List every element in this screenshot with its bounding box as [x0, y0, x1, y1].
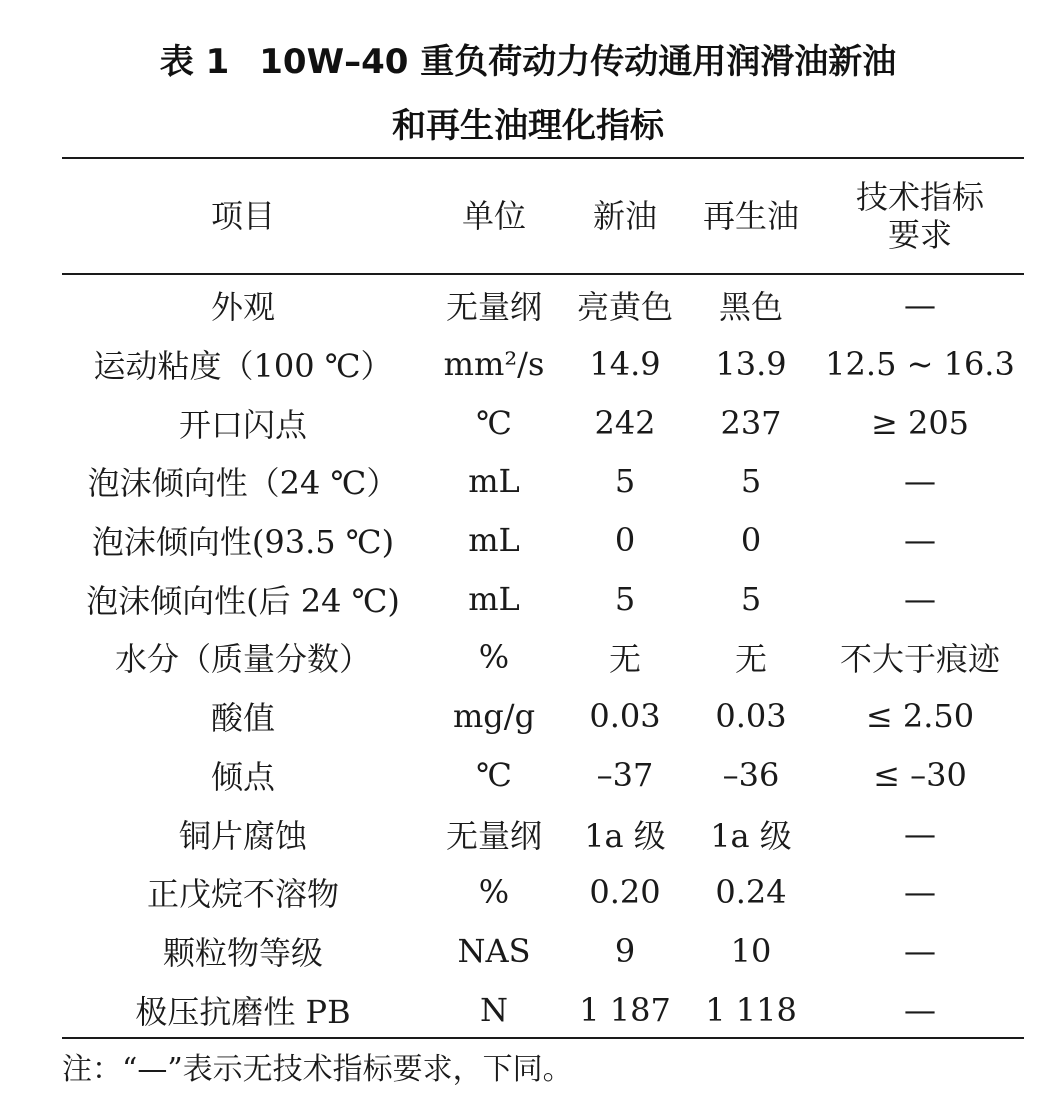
cell-new-oil: 亮黄色	[576, 288, 673, 327]
cell-spec: 12.5 ~ 16.3	[825, 345, 1015, 384]
cell-regen-oil: 黑色	[718, 288, 783, 327]
table-title-line2: 和再生油理化指标	[392, 106, 664, 146]
table-row	[62, 922, 1024, 981]
cell-item: 倾点	[210, 757, 275, 796]
cell-spec: —	[904, 931, 936, 970]
cell-new-oil: 0.20	[589, 873, 661, 912]
cell-unit: mm²/s	[443, 345, 545, 384]
cell-new-oil: 14.9	[589, 345, 661, 384]
cell-spec: —	[904, 990, 936, 1029]
header-new-oil: 新油	[592, 197, 657, 235]
cell-item: 酸值	[210, 699, 275, 738]
header-spec-line2: 要求	[887, 216, 952, 254]
cell-unit: mL	[468, 521, 520, 560]
cell-new-oil: 242	[594, 403, 656, 442]
cell-new-oil: 0.03	[589, 697, 661, 736]
cell-new-oil: –37	[596, 755, 654, 794]
table-title-text: 10W–40 重负荷动力传动通用润滑油新油	[259, 42, 897, 82]
cell-spec: 不大于痕迹	[839, 640, 1000, 679]
table-row	[62, 393, 1024, 452]
table-row	[62, 746, 1024, 805]
header-spec	[816, 178, 1024, 254]
cell-regen-oil: 1a 级	[710, 816, 792, 855]
cell-regen-oil: 5	[740, 579, 762, 618]
cell-item: 泡沫倾向性（24 ℃）	[87, 464, 399, 503]
header-regen-oil: 再生油	[702, 197, 799, 235]
cell-regen-oil: 237	[720, 403, 782, 442]
table-row	[62, 452, 1024, 511]
table-row	[62, 628, 1024, 687]
cell-unit: mg/g	[452, 697, 536, 736]
cell-spec: ≥ 205	[870, 403, 970, 442]
cell-spec: —	[904, 286, 936, 325]
cell-new-oil: 9	[614, 931, 636, 970]
cell-regen-oil: –36	[722, 755, 780, 794]
cell-new-oil: 5	[614, 579, 636, 618]
cell-unit: %	[478, 638, 510, 677]
header-unit: 单位	[461, 197, 526, 235]
cell-item: 外观	[210, 288, 275, 327]
cell-regen-oil: 0	[740, 521, 762, 560]
cell-new-oil: 1a 级	[584, 816, 666, 855]
cell-item: 泡沫倾向性(后 24 ℃)	[86, 581, 400, 620]
cell-regen-oil: 无	[734, 640, 767, 679]
cell-regen-oil: 10	[730, 931, 772, 970]
cell-item: 正戊烷不溶物	[146, 875, 339, 914]
table-row	[62, 276, 1024, 335]
cell-new-oil: 0	[614, 521, 636, 560]
cell-spec: —	[904, 814, 936, 853]
table-row	[62, 569, 1024, 628]
table-note: 注：“—”表示无技术指标要求，下同。	[62, 1052, 573, 1087]
cell-spec: ≤ –30	[873, 755, 967, 794]
cell-unit: 无量纲	[445, 816, 542, 855]
cell-item: 颗粒物等级	[162, 933, 323, 972]
cell-new-oil: 无	[608, 640, 641, 679]
table-row	[62, 980, 1024, 1039]
cell-item: 泡沫倾向性(93.5 ℃)	[91, 523, 395, 562]
cell-item: 开口闪点	[178, 405, 307, 444]
cell-spec: —	[904, 462, 936, 501]
table-bottom-rule	[62, 1037, 1024, 1039]
cell-unit: mL	[468, 462, 520, 501]
cell-spec: ≤ 2.50	[865, 697, 975, 736]
table-body	[62, 276, 1024, 1039]
cell-regen-oil: 5	[740, 462, 762, 501]
table-row	[62, 511, 1024, 570]
cell-unit: ℃	[476, 755, 512, 794]
table-title-line1	[0, 42, 1056, 82]
cell-unit: 无量纲	[445, 288, 542, 327]
cell-item: 极压抗磨性 PB	[135, 992, 351, 1031]
cell-unit: mL	[468, 579, 520, 618]
cell-item: 铜片腐蚀	[178, 816, 307, 855]
cell-unit: ℃	[476, 403, 512, 442]
cell-spec: —	[904, 521, 936, 560]
cell-regen-oil: 0.03	[715, 697, 787, 736]
cell-unit: %	[478, 873, 510, 912]
table-row	[62, 863, 1024, 922]
cell-regen-oil: 0.24	[715, 873, 787, 912]
cell-item: 水分（质量分数）	[114, 640, 371, 679]
cell-new-oil: 5	[614, 462, 636, 501]
cell-unit: N	[480, 990, 508, 1029]
cell-spec: —	[904, 873, 936, 912]
cell-new-oil: 1 187	[579, 990, 671, 1029]
table-row	[62, 335, 1024, 394]
header-item: 项目	[210, 197, 275, 235]
cell-spec: —	[904, 579, 936, 618]
table-top-rule	[62, 157, 1024, 159]
table-row	[62, 687, 1024, 746]
cell-item: 运动粘度（100 ℃）	[93, 347, 393, 386]
cell-regen-oil: 13.9	[715, 345, 787, 384]
table-number: 表 1	[159, 42, 230, 82]
cell-unit: NAS	[457, 931, 531, 970]
cell-regen-oil: 1 118	[705, 990, 797, 1029]
header-spec-line1: 技术指标	[855, 178, 984, 216]
table-row	[62, 804, 1024, 863]
table-header	[62, 160, 1024, 272]
table-header-rule	[62, 273, 1024, 275]
